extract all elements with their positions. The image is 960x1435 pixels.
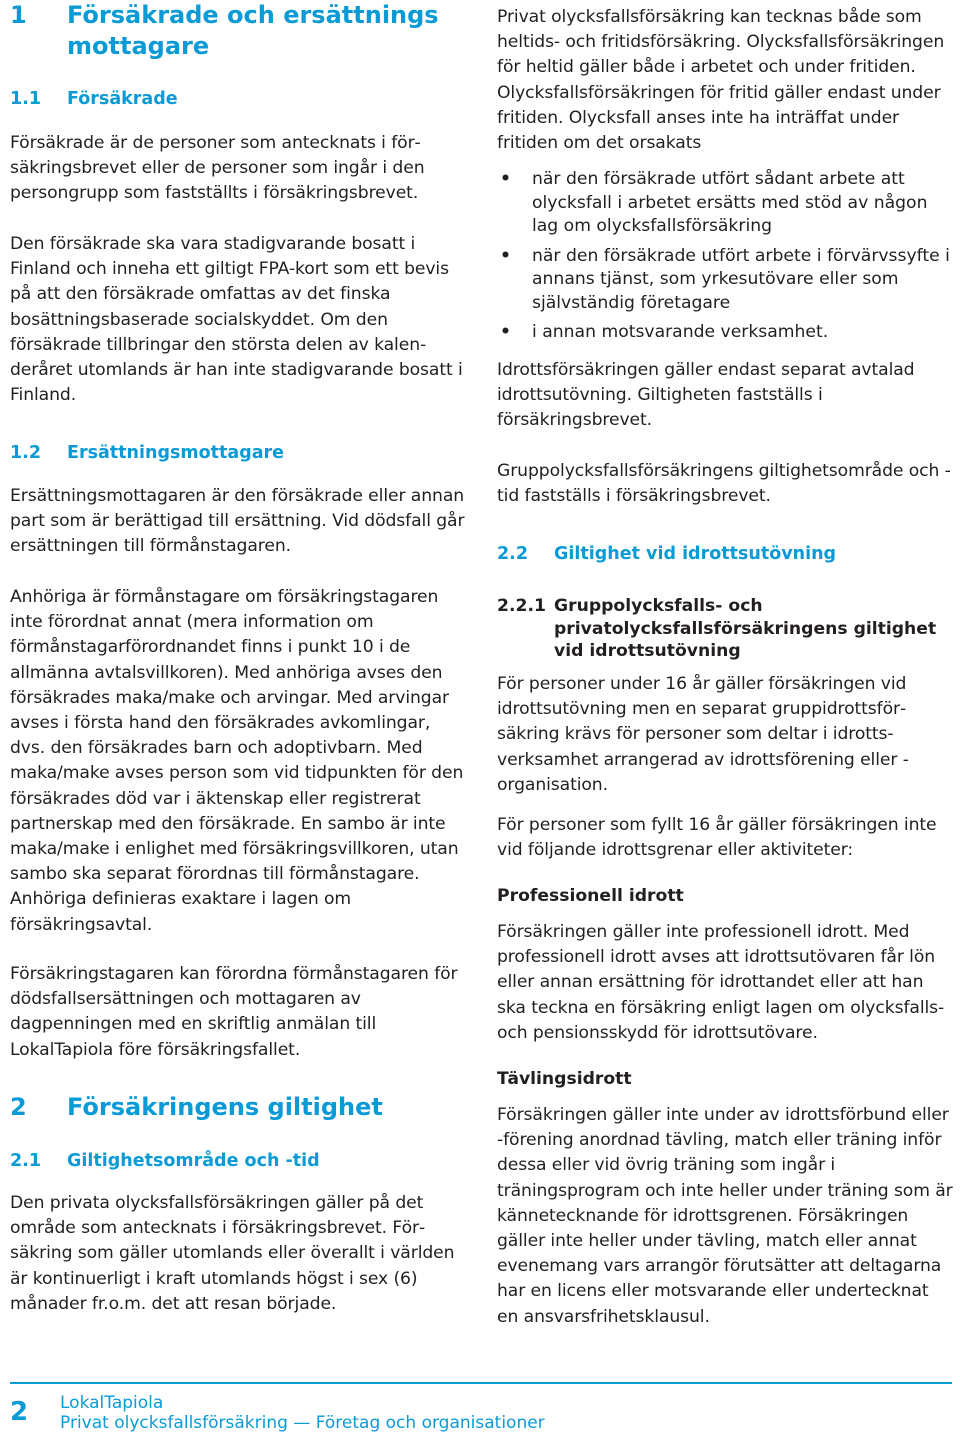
section-1-2-heading — [10, 441, 284, 465]
paragraph: Privat olycksfallsförsäkring kan tecknas både som heltids- och fritidsförsäkring. Olycksfallsförsäkringen för heltid gäller både i arbetet och under fritiden. Olycksfallsförsäkringen för fritid gäller endast under fritiden. Olycksfall anses inte ha inträffat under fritiden om det orsakats — [497, 7, 945, 154]
list-item-text: i annan motsvarande verksamhet. — [532, 322, 829, 342]
footer-divider — [10, 1382, 952, 1384]
section-title: Försäkrade — [67, 89, 178, 109]
bullet-icon: • — [500, 169, 511, 189]
section-number: 1.2 — [10, 443, 42, 463]
paragraph: Försäkringen gäller inte under av idrottsförbund eller -förening anordnad tävling, match eller träning inför dessa eller vid övrig träning som ingår i träningsprogram och inte heller under träning som är kännetecknande för idrottsgrenen. Försäkringen gäller inte heller under tävling, match eller annat evenemang vars arrangör förutsätter att deltagarna har en licens eller motsvarande eller undertecknat en ansvarsfrihetsklausul. — [497, 1105, 953, 1327]
section-title: Gruppolycksfalls- och privatolycksfallsförsäkringens giltighet vid idrottsutövning — [554, 596, 937, 661]
section-title: Giltighet vid idrottsutövning — [554, 544, 837, 564]
list-item-text: när den försäkrade utfört sådant arbete att olycksfall i arbetet ersätts med stöd av någon lag om olycksfallsförsäkring — [532, 169, 928, 236]
section-number: 1.1 — [10, 89, 42, 109]
subheading-professionell-idrott: Professionell idrott — [497, 886, 684, 906]
section-number: 2.1 — [10, 1151, 42, 1171]
list-item — [497, 245, 953, 316]
section-number: 1 — [10, 1, 27, 29]
paragraph: Försäkringen gäller inte professionell idrott. Med professionell idrott avses att idrottsutövaren får lön eller annan ersättning för idrottandet eller att han ska teckna en försäkring enligt lagen om olycksfalls- och pensionsskydd för idrottsutövare. — [497, 922, 945, 1043]
section-2-1-heading — [10, 1149, 320, 1173]
section-title: Försäkringens giltighet — [67, 1093, 383, 1121]
section-2-2-heading — [497, 542, 836, 566]
paragraph: För personer som fyllt 16 år gäller försäkringen inte vid följande idrottsgrenar eller aktiviteter: — [497, 815, 937, 861]
section-1-1-heading — [10, 87, 178, 111]
paragraph: Den privata olycksfallsförsäkringen gäller på det område som antecknats i försäkringsbrevet. Försäkring som gäller utomlands eller överallt i världen är kontinuerligt i kraft utomlands högst i sex (6) månader fr.o.m. det att resan började. — [10, 1193, 455, 1314]
paragraph: Den försäkrade ska vara stadigvarande bosatt i Finland och inneha ett giltigt FPA-kort som ett bevis på att den försäkrade omfattas av det finska bosättningsbaserade socialskyddet. Om den försäkrade tillbringar den största delen av kalenderåret utomlands är han inte stadigvarande bosatt i Finland. — [10, 234, 463, 406]
paragraph: Idrottsförsäkringen gäller endast separat avtalad idrottsutövning. Giltigheten fastställs i försäkringsbrevet. — [497, 360, 915, 431]
section-title: Ersättningsmottagare — [67, 443, 285, 463]
paragraph: För personer under 16 år gäller försäkringen vid idrottsutövning men en separat gruppidrottsförsäkring krävs för personer som deltar i idrottsverksamhet arrangerad av idrottsförening eller -organisation. — [497, 674, 909, 795]
list-item — [497, 321, 953, 345]
section-title: Giltighetsområde och -tid — [67, 1151, 320, 1171]
subheading-tavlingsidrott: Tävlingsidrott — [497, 1069, 632, 1089]
list-item — [497, 168, 953, 239]
bullet-icon: • — [500, 245, 511, 266]
page-number: 2 — [10, 1397, 29, 1427]
paragraph: Gruppolycksfallsförsäkringens giltighetsområde och -tid fastställs i försäkringsbrevet. — [497, 461, 951, 507]
list-item-text: när den försäkrade utfört arbete i förvärvssyfte i annans tjänst, som yrkesutövare eller som självständig företagare — [532, 245, 950, 313]
section-2-2-1-heading — [497, 595, 953, 663]
section-title: Försäkrade och ersättnings mottagare — [67, 1, 439, 60]
bullet-icon: • — [500, 322, 511, 342]
section-number: 2.2.1 — [497, 596, 546, 616]
section-1-heading — [10, 0, 465, 62]
paragraph: Försäkrade är de personer som antecknats i försäkringsbrevet eller de personer som ingår i den persongrupp som fastställts i försäkringsbrevet. — [10, 133, 425, 204]
section-number: 2 — [10, 1093, 27, 1121]
footer-subtitle: Privat olycksfallsförsäkring — Företag och organisationer — [60, 1413, 545, 1433]
paragraph: Ersättningsmottagaren är den försäkrade eller annan part som är berättigad till ersättning. Vid dödsfall går ersättningen till förmånstagaren. — [10, 486, 465, 557]
paragraph: Anhöriga är förmånstagare om försäkringstagaren inte förordnat annat (mera information om förmånstagarförordnandet finns i punkt 10 i de allmänna avtalsvillkoren). Med anhöriga avses den försäkrades maka/make och arvingar. Med arvingar avses i första hand den försäkrades avkomlingar, dvs. den försäkrades barn och adoptivbarn. Med maka/make avses person som vid tidpunkten för den försäkrades död var i äktenskap eller registrerat partnerskap med den försäkrade. En sambo är inte maka/make i enlighet med försäkringsvillkoren, utan sambo ska separat förordnas till förmånstagare. Anhöriga definieras exaktare i lagen om försäkringsavtal. — [10, 587, 464, 935]
bullet-list — [497, 168, 953, 345]
footer-brand: LokalTapiola — [60, 1393, 164, 1413]
section-2-heading — [10, 1092, 383, 1123]
paragraph: Försäkringstagaren kan förordna förmånstagaren för dödsfallsersättningen och mottagaren av dagpenningen med en skriftlig anmälan till LokalTapiola före försäkringsfallet. — [10, 964, 458, 1060]
section-number: 2.2 — [497, 544, 529, 564]
